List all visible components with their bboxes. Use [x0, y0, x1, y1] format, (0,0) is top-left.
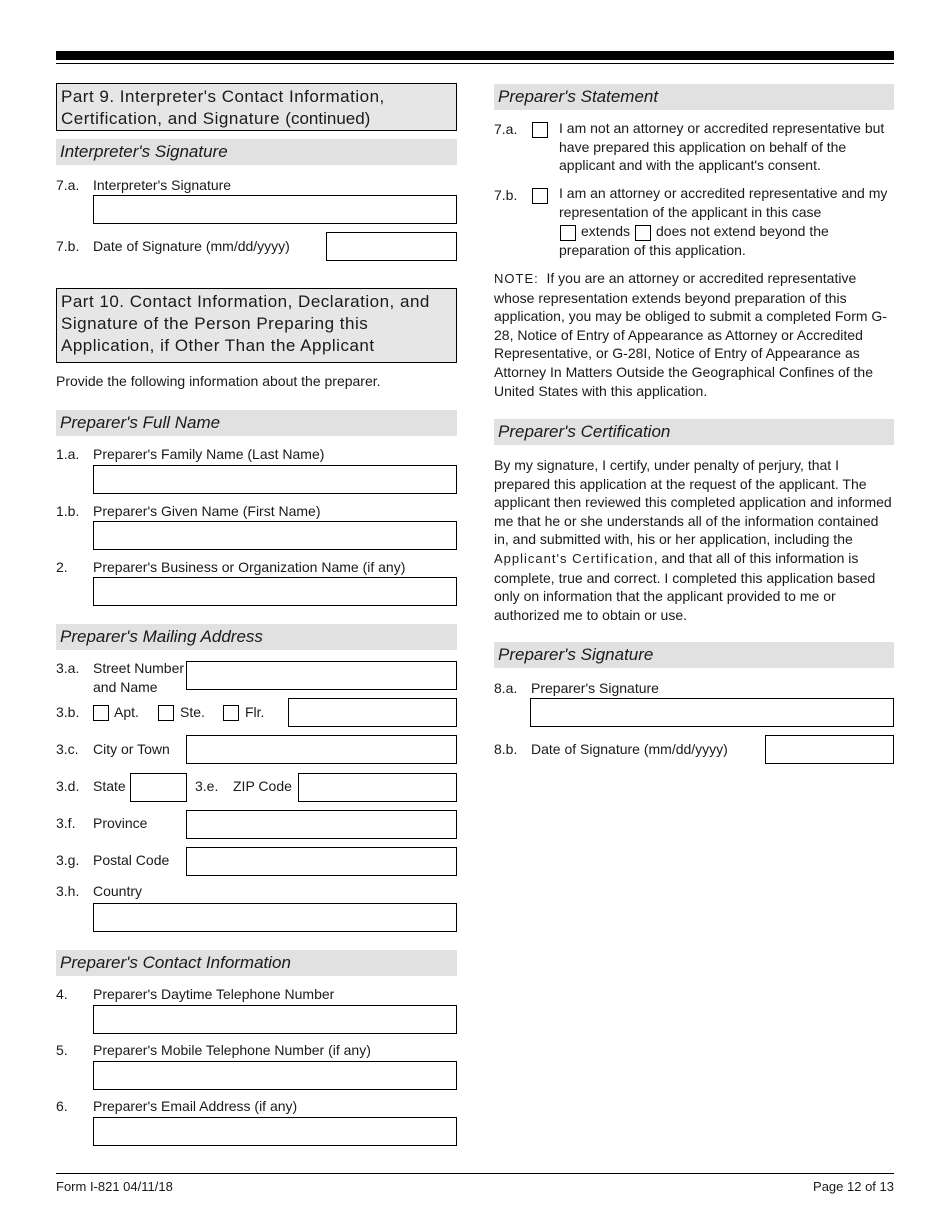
- mobile-phone-field[interactable]: [93, 1061, 457, 1090]
- extends-checkbox[interactable]: [560, 225, 576, 241]
- item-number: 7.a.: [56, 177, 80, 193]
- item-number: 7.b.: [494, 187, 518, 203]
- family-name-field[interactable]: [93, 465, 457, 494]
- zip-label: ZIP Code: [233, 778, 292, 794]
- section-preparer-certification: Preparer's Certification: [494, 419, 894, 445]
- apt-checkbox[interactable]: [93, 705, 109, 721]
- item-number: 5.: [56, 1042, 68, 1058]
- item-number: 3.h.: [56, 883, 80, 899]
- ste-label: Ste.: [180, 704, 205, 720]
- applicant-certification-term: Applicant's Certification: [494, 550, 654, 566]
- page-number: Page 12 of 13: [813, 1179, 894, 1194]
- item-number: 3.b.: [56, 704, 80, 720]
- flr-label: Flr.: [245, 704, 265, 720]
- not-attorney-text: I am not an attorney or accredited representative but have prepared this application on behalf of the applicant and with the applicant's consent.: [559, 120, 885, 174]
- ste-checkbox[interactable]: [158, 705, 174, 721]
- footer-rule: [56, 1173, 894, 1174]
- item-number: 3.g.: [56, 852, 80, 868]
- item-number: 4.: [56, 986, 68, 1002]
- part10-header: [56, 288, 457, 363]
- country-label: Country: [93, 883, 143, 899]
- part10-title: Part 10. Contact Information, Declaration, and Signature of the Person Preparing this Application, if Other Than the Applicant: [61, 292, 430, 355]
- section-interpreter-signature: Interpreter's Signature: [56, 139, 457, 165]
- part9-continued: (continued): [285, 109, 371, 128]
- interpreter-signature-field[interactable]: [93, 195, 457, 224]
- province-label: Province: [93, 815, 148, 831]
- extends-label: extends: [581, 223, 631, 239]
- item-number: 3.a.: [56, 660, 80, 676]
- email-field[interactable]: [93, 1117, 457, 1146]
- state-field[interactable]: [130, 773, 187, 802]
- does-not-extend-label: does not extend beyond the: [656, 223, 829, 239]
- interpreter-date-field[interactable]: [326, 232, 457, 261]
- attorney-text: I am an attorney or accredited representative and my representation of the applicant in this case: [559, 185, 888, 220]
- daytime-phone-label: Preparer's Daytime Telephone Number: [93, 986, 335, 1002]
- street-field[interactable]: [186, 661, 457, 690]
- apt-label: Apt.: [114, 704, 139, 720]
- country-field[interactable]: [93, 903, 457, 932]
- business-name-field[interactable]: [93, 577, 457, 606]
- daytime-phone-field[interactable]: [93, 1005, 457, 1034]
- item-number: 8.a.: [494, 680, 518, 696]
- item-number: 3.d.: [56, 778, 80, 794]
- preparer-signature-field[interactable]: [530, 698, 894, 727]
- item-number: 8.b.: [494, 741, 518, 757]
- part10-intro: Provide the following information about the preparer.: [56, 373, 381, 389]
- item-number: 3.e.: [195, 778, 219, 794]
- section-preparer-contact-information: Preparer's Contact Information: [56, 950, 457, 976]
- preparer-date-label: Date of Signature (mm/dd/yyyy): [531, 741, 728, 757]
- zip-field[interactable]: [298, 773, 457, 802]
- certification-text-start: By my signature, I certify, under penalty of perjury, that I prepared this application at the request of the applicant. The applicant then reviewed this completed application and informed me that he or she understands all of the information contained in, and submitted with, his or her application, including the: [494, 457, 892, 548]
- preparer-note: [494, 269, 894, 400]
- item-number: 1.a.: [56, 446, 80, 462]
- item-number: 3.f.: [56, 815, 76, 831]
- part9-title: Part 9. Interpreter's Contact Information, Certification, and Signature: [61, 87, 385, 128]
- item-number: 1.b.: [56, 503, 80, 519]
- flr-checkbox[interactable]: [223, 705, 239, 721]
- business-name-label: Preparer's Business or Organization Name (if any): [93, 559, 406, 575]
- part9-header: [56, 83, 457, 131]
- interpreter-signature-label: Interpreter's Signature: [93, 177, 232, 193]
- state-label: State: [93, 778, 126, 794]
- preparer-date-field[interactable]: [765, 735, 894, 764]
- street-label-line1: Street Number: [93, 660, 185, 676]
- given-name-field[interactable]: [93, 521, 457, 550]
- interpreter-date-label: Date of Signature (mm/dd/yyyy): [93, 238, 290, 254]
- attorney-checkbox[interactable]: [532, 188, 548, 204]
- certification-text: [494, 456, 892, 624]
- header-thin-rule: [56, 63, 894, 64]
- section-preparer-signature: Preparer's Signature: [494, 642, 894, 668]
- not-attorney-checkbox[interactable]: [532, 122, 548, 138]
- certification-text-end: , and that all of this information is complete, true and correct. I completed this application based only on information that the applicant provided to me or authorized me to obtain or use.: [494, 549, 876, 623]
- street-label-line2: and Name: [93, 679, 158, 695]
- item-number: 7.a.: [494, 121, 518, 137]
- note-text: If you are an attorney or accredited representative whose representation extends beyond preparation of this application, you may be obliged to submit a completed Form G-28, Notice of Entry of Appearance as Attorney or Accredited Representative, or G-28I, Notice of Entry of Appearance as Attorney In Matters Outside the Geographical Confines of the United States with this application.: [494, 270, 887, 399]
- city-label: City or Town: [93, 741, 170, 757]
- section-preparer-mailing-address: Preparer's Mailing Address: [56, 624, 457, 650]
- postal-code-label: Postal Code: [93, 852, 170, 868]
- attorney-text-tail: preparation of this application.: [559, 242, 746, 258]
- postal-code-field[interactable]: [186, 847, 457, 876]
- item-number: 3.c.: [56, 741, 79, 757]
- section-preparer-statement: Preparer's Statement: [494, 84, 894, 110]
- section-preparer-full-name: Preparer's Full Name: [56, 410, 457, 436]
- note-label: NOTE:: [494, 271, 539, 286]
- province-field[interactable]: [186, 810, 457, 839]
- preparer-signature-label: Preparer's Signature: [531, 680, 659, 696]
- given-name-label: Preparer's Given Name (First Name): [93, 503, 321, 519]
- unit-number-field[interactable]: [288, 698, 457, 727]
- item-number: 7.b.: [56, 238, 80, 254]
- family-name-label: Preparer's Family Name (Last Name): [93, 446, 325, 462]
- city-field[interactable]: [186, 735, 457, 764]
- form-id: Form I-821 04/11/18: [56, 1179, 173, 1194]
- item-number: 2.: [56, 559, 68, 575]
- email-label: Preparer's Email Address (if any): [93, 1098, 298, 1114]
- header-thick-rule: [56, 51, 894, 60]
- item-number: 6.: [56, 1098, 68, 1114]
- does-not-extend-checkbox[interactable]: [635, 225, 651, 241]
- mobile-phone-label: Preparer's Mobile Telephone Number (if any): [93, 1042, 371, 1058]
